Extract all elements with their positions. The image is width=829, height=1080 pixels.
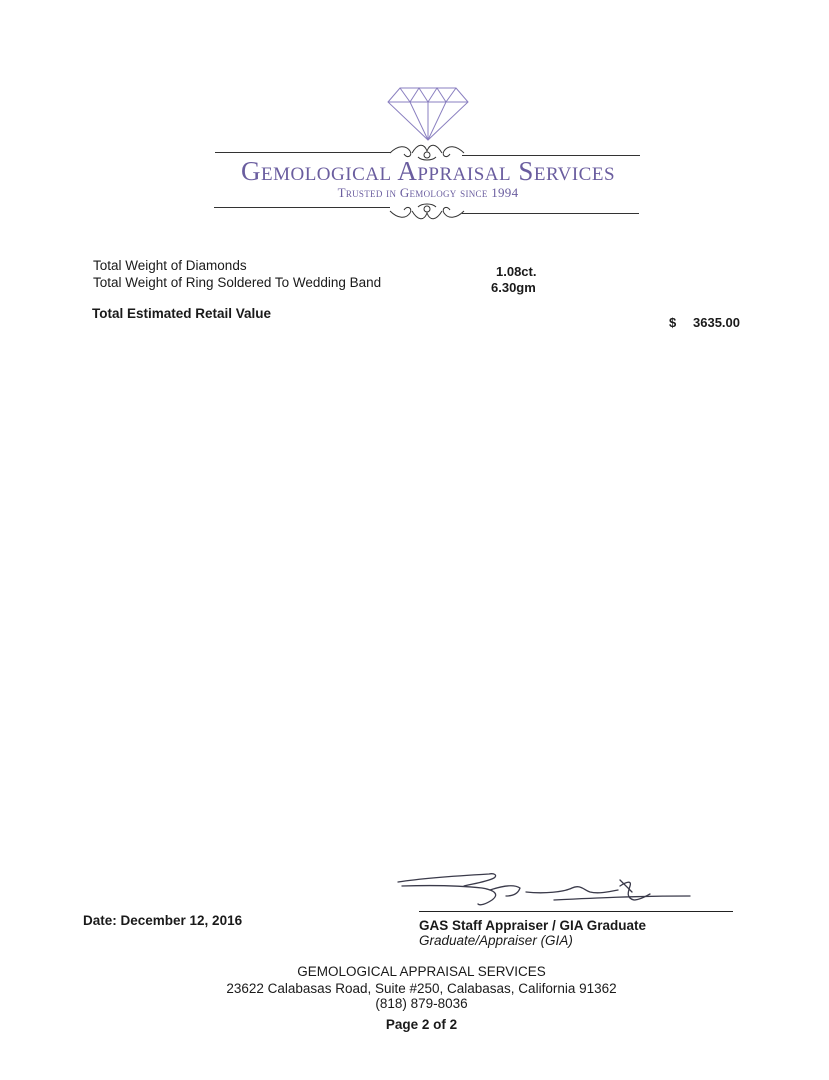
item-label-ring-weight: Total Weight of Ring Soldered To Wedding Band <box>93 275 382 290</box>
diamond-icon <box>386 86 470 142</box>
flourish-ornament <box>388 201 466 223</box>
footer-address: 23622 Calabasas Road, Suite #250, Calabasas, California 91362 <box>226 981 617 996</box>
appraiser-title: GAS Staff Appraiser / GIA Graduate <box>419 918 647 933</box>
item-value-ring-weight: 6.30gm <box>491 280 536 295</box>
appraiser-credentials: Graduate/Appraiser (GIA) <box>419 933 573 948</box>
company-name: Gemological Appraisal Services <box>240 156 616 186</box>
appraisal-date: Date: December 12, 2016 <box>83 913 243 928</box>
letterhead-rule <box>215 152 391 153</box>
letterhead-rule <box>214 207 390 208</box>
item-label-diamond-weight: Total Weight of Diamonds <box>93 258 247 273</box>
footer-company-name: GEMOLOGICAL APPRAISAL SERVICES <box>297 964 546 979</box>
signature-line <box>419 911 733 912</box>
total-value-amount: 3635.00 <box>693 315 740 330</box>
total-value-label: Total Estimated Retail Value <box>92 306 272 321</box>
page-number: Page 2 of 2 <box>385 1017 458 1032</box>
footer-phone: (818) 879-8036 <box>375 996 468 1011</box>
total-currency-symbol: $ <box>669 315 677 330</box>
item-value-diamond-weight: 1.08ct. <box>496 264 537 279</box>
company-tagline: Trusted in Gemology since 1994 <box>337 185 519 200</box>
letterhead-rule <box>462 213 639 214</box>
